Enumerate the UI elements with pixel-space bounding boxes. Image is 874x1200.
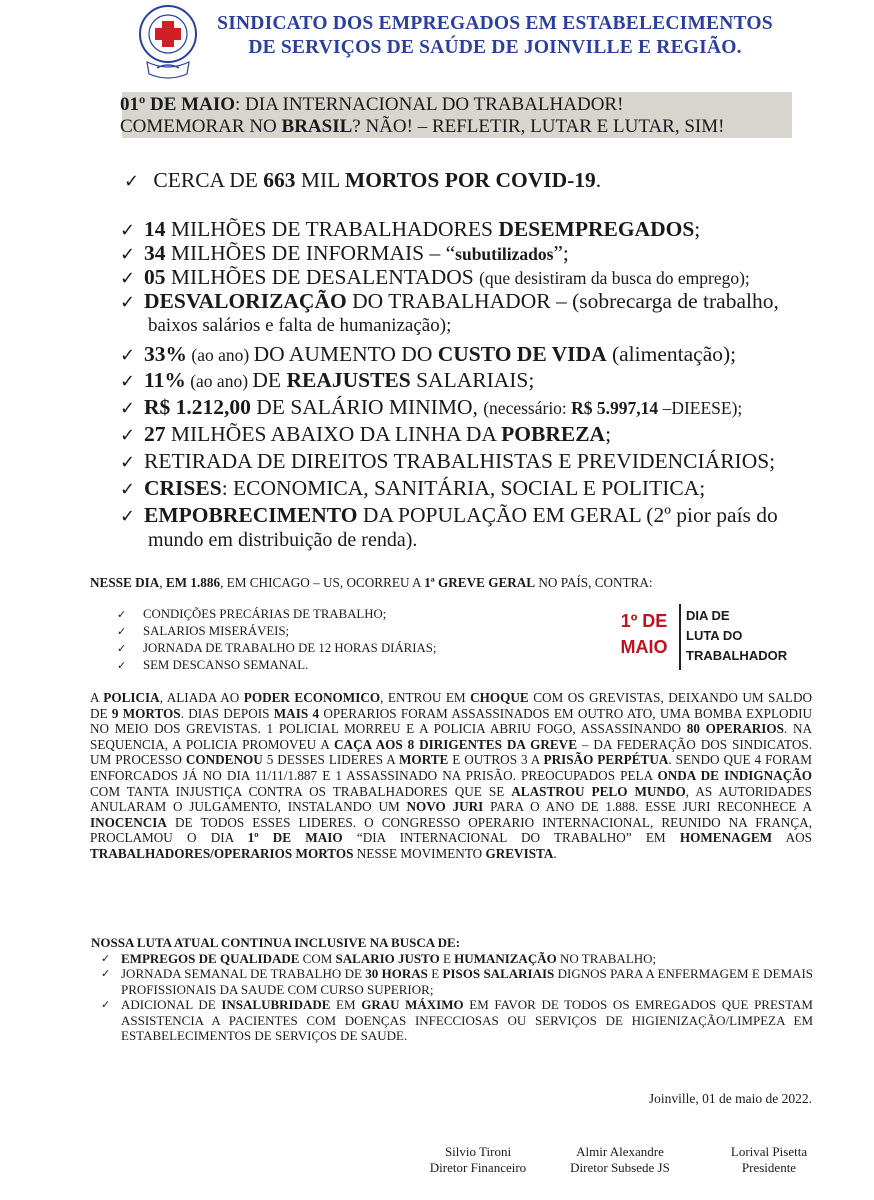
- item-text: ADICIONAL DE: [121, 997, 222, 1012]
- check-icon: ✓: [120, 479, 136, 500]
- signature-name: Lorival Pisetta: [730, 1144, 808, 1159]
- point-impoverishment: [120, 503, 778, 529]
- list-item: [117, 606, 436, 623]
- point-bold: POBREZA: [501, 422, 606, 446]
- list-item: [91, 951, 813, 967]
- badge-text-line1: DIA DE: [686, 608, 730, 623]
- point-end: ;: [694, 217, 701, 241]
- point-value: R$ 1.212,00: [144, 395, 251, 419]
- point-end: SALARIAIS;: [410, 368, 535, 392]
- body-text: , ALIADA AO: [159, 690, 244, 705]
- body-text: OPERARIOS FORAM ASSASSINADOS EM OUTRO ATO, UMA BOMBA EXPLODIU NO MEIO DOS GREVISTAS. 1 POLICIAL MORREU E A POLICIA ABRIU FOGO, ASSASSINANDO: [90, 705, 812, 737]
- point-source: –DIEESE);: [658, 398, 743, 418]
- covid-text: CERCA DE: [153, 168, 264, 192]
- union-name-line2: DE SERVIÇOS DE SAÚDE DE JOINVILLE E REGIÃO.: [248, 37, 742, 58]
- union-name-line1: SINDICATO DOS EMPREGADOS EM ESTABELECIMENTOS: [217, 13, 773, 34]
- item-text: EM FAVOR DE TODOS OS EMREGADOS QUE PRESTAM ASSISTENCIA A PACIENTES COM DOENÇAS INFECCIOSAS OU SERVIÇOS DE HIGIENIZAÇÃO/LIMPEZA EM ESTABELECIMENTOS DE SERVIÇOS DE SAUDE.: [121, 997, 813, 1043]
- point-text: : ECONOMICA, SANITÁRIA, SOCIAL E POLITICA;: [221, 476, 706, 500]
- body-text: COM OS GREVISTAS, DEIXANDO UM SALDO DE: [90, 690, 813, 721]
- point-value-2: R$ 5.997,14: [571, 398, 659, 418]
- place-and-date: Joinville, 01 de maio de 2022.: [648, 1091, 812, 1106]
- list-item: [117, 640, 436, 657]
- point-poverty: [120, 422, 611, 448]
- point-bold: DESVALORIZAÇÃO: [144, 289, 347, 313]
- badge-text-line2: LUTA DO: [686, 628, 743, 643]
- may-day-badge-text: [686, 606, 787, 666]
- item-bold: GRAU MÁXIMO: [361, 997, 464, 1012]
- covid-number: 663: [263, 168, 296, 192]
- body-bold: INOCENCIA: [90, 814, 167, 830]
- signature-role: Presidente: [741, 1160, 797, 1175]
- badge-date-line1: 1º DE: [620, 611, 668, 631]
- item-bold: 30 HORAS: [365, 966, 428, 981]
- point-text: RETIRADA DE DIREITOS TRABALHISTAS E PREVIDENCIÁRIOS;: [144, 449, 776, 473]
- signature-role: Diretor Subsede JS: [570, 1160, 670, 1175]
- body-text: 5 DESSES LIDERES A: [262, 752, 399, 768]
- point-value: 33%: [144, 342, 187, 366]
- point-note: (ao ano): [187, 345, 254, 365]
- covid-item: [124, 168, 601, 194]
- check-icon: ✓: [117, 608, 127, 621]
- point-cost-of-living: [120, 342, 736, 368]
- body-bold: TRABALHADORES/OPERARIOS MORTOS: [90, 845, 354, 861]
- body-text: , AS AUTORIDADES ANULARAM O JULGAMENTO, INSTALANDO UM: [90, 783, 812, 815]
- point-text: DE SALÁRIO MINIMO,: [250, 395, 484, 419]
- title-text-1: : DIA INTERNACIONAL DO TRABALHADOR!: [235, 94, 624, 115]
- signature-president: [714, 1144, 824, 1176]
- point-note: (ao ano): [185, 371, 253, 391]
- list-item: [117, 623, 436, 640]
- body-text: . DIAS DEPOIS: [180, 705, 274, 721]
- point-discouraged: [120, 265, 750, 291]
- check-icon: ✓: [124, 171, 140, 192]
- point-value: 05: [144, 265, 166, 289]
- struggle-heading: NOSSA LUTA ATUAL CONTINUA INCLUSIVE NA BUSCA DE:: [91, 935, 461, 950]
- point-minimum-wage: [120, 395, 742, 421]
- struggle-section: [91, 935, 813, 1044]
- item-bold: HUMANIZAÇÃO: [454, 950, 557, 966]
- point-bold: REAJUSTES: [286, 368, 411, 392]
- body-bold: CONDENOU: [185, 752, 263, 768]
- body-text: , ENTROU EM: [380, 690, 471, 705]
- point-value: 14: [144, 217, 166, 241]
- body-text: NESSE MOVIMENTO: [353, 845, 486, 861]
- body-text: .: [553, 845, 557, 861]
- point-bold: EMPOBRECIMENTO: [144, 503, 358, 527]
- may-day-badge-date: [612, 608, 676, 660]
- check-icon: ✓: [120, 425, 136, 446]
- point-value: 27: [144, 422, 166, 446]
- item-text: E: [427, 966, 443, 981]
- check-icon: ✓: [120, 506, 136, 527]
- body-text: DE TODOS ESSES LIDERES. O CONGRESSO OPERARIO INTERNACIONAL, REUNIDO NA FRANÇA, PROCLAMOU O DIA: [90, 814, 812, 846]
- point-bold: CUSTO DE VIDA: [437, 342, 607, 366]
- point-text: DO AUMENTO DO: [253, 342, 438, 366]
- body-bold: PODER ECONOMICO: [243, 690, 381, 705]
- point-devaluation-cont: baixos salários e falta de humanização);: [148, 315, 452, 336]
- point-text: MILHÕES DE INFORMAIS – “: [165, 241, 456, 265]
- item-text: JORNADA SEMANAL DE TRABALHO DE: [121, 966, 366, 981]
- badge-text-line3: TRABALHADOR: [686, 648, 788, 663]
- history-text-2: , EM CHICAGO – US, OCORREU A: [220, 575, 425, 590]
- history-intro: [90, 575, 653, 591]
- list-item: [91, 997, 813, 1044]
- check-icon: ✓: [120, 345, 136, 366]
- point-end: ”;: [553, 241, 569, 265]
- check-icon: ✓: [101, 967, 111, 980]
- point-text: DE: [252, 368, 287, 392]
- body-bold: 9 MORTOS: [111, 705, 181, 721]
- list-item: [117, 657, 436, 674]
- title-text-2: COMEMORAR NO: [120, 116, 282, 137]
- history-bold: NESSE DIA: [90, 575, 160, 590]
- point-end: ;: [605, 422, 612, 446]
- point-note: (que desistiram da busca do emprego);: [479, 268, 750, 288]
- title-date: 01º DE MAIO: [120, 94, 235, 115]
- point-informal: [120, 241, 569, 267]
- body-bold: PRISÃO PERPÉTUA: [543, 752, 669, 768]
- signature-role: Diretor Financeiro: [429, 1160, 527, 1175]
- history-text-3: NO PAÍS, CONTRA:: [535, 575, 653, 590]
- condition-text: SEM DESCANSO SEMANAL.: [143, 658, 309, 672]
- conditions-list: [117, 606, 436, 674]
- body-bold: MORTE: [398, 752, 449, 768]
- title-line-1: [120, 94, 623, 116]
- body-bold: NOVO JURI: [406, 799, 484, 815]
- point-note: (sobrecarga de trabalho,: [572, 289, 779, 313]
- item-bold: INSALUBRIDADE: [221, 997, 331, 1012]
- condition-text: SALARIOS MISERÁVEIS;: [143, 624, 290, 638]
- point-bold: CRISES: [144, 476, 222, 500]
- signature-name: Almir Alexandre: [576, 1144, 664, 1159]
- body-text: A: [90, 690, 104, 705]
- history-strike: 1ª GREVE GERAL: [424, 575, 536, 590]
- badge-divider: [679, 604, 681, 670]
- condition-text: JORNADA DE TRABALHO DE 12 HORAS DIÁRIAS;: [143, 641, 437, 655]
- body-bold: 80 OPERARIOS: [686, 721, 784, 737]
- covid-end: .: [595, 168, 602, 192]
- history-text: ,: [159, 575, 166, 590]
- check-icon: ✓: [120, 220, 136, 241]
- condition-text: CONDIÇÕES PRECÁRIAS DE TRABALHO;: [143, 607, 387, 621]
- signature-financial: [418, 1144, 538, 1176]
- point-text: MILHÕES ABAIXO DA LINHA DA: [165, 422, 502, 446]
- body-text: . SENDO QUE 4 FORAM ENFORCADOS JÁ NO DIA 11/11/1.887 E 1 ASSASSINADO NA PRISÃO. PREOCUPADOS PELA: [90, 752, 812, 783]
- check-icon: ✓: [120, 371, 136, 392]
- check-icon: ✓: [101, 998, 111, 1011]
- body-bold: GREVISTA: [485, 845, 554, 861]
- point-impoverishment-cont: mundo em distribuição de renda).: [148, 529, 418, 551]
- point-value: 11%: [144, 368, 186, 392]
- title-line-2: [120, 116, 724, 138]
- check-icon: ✓: [101, 951, 111, 965]
- body-text: E OUTROS 3 A: [448, 752, 544, 768]
- union-name: [205, 12, 785, 60]
- badge-date-line2: MAIO: [620, 637, 668, 657]
- item-text: COM: [299, 950, 336, 966]
- body-bold: POLICIA: [103, 690, 160, 705]
- check-icon: ✓: [117, 625, 127, 638]
- point-rights: [120, 449, 775, 475]
- point-text: MILHÕES DE DESALENTADOS: [165, 265, 480, 289]
- point-crises: [120, 476, 705, 502]
- body-bold: 1º DE MAIO: [247, 830, 343, 846]
- point-bold: DESEMPREGADOS: [498, 217, 695, 241]
- point-text: DO TRABALHADOR –: [346, 289, 573, 313]
- check-icon: ✓: [117, 642, 127, 655]
- title-text-3: ? NÃO! – REFLETIR, LUTAR E LUTAR, SIM!: [352, 116, 725, 137]
- body-bold: MAIS 4: [273, 705, 320, 721]
- point-bold: subutilizados: [455, 244, 554, 264]
- history-year: EM 1.886: [165, 575, 221, 590]
- check-icon: ✓: [120, 244, 136, 265]
- point-unemployed: [120, 217, 700, 243]
- body-bold: HOMENAGEM: [679, 830, 773, 846]
- body-text: AOS: [772, 830, 812, 846]
- item-bold: SALARIO JUSTO: [335, 950, 440, 966]
- check-icon: ✓: [120, 452, 136, 473]
- point-text: MILHÕES DE TRABALHADORES: [165, 217, 499, 241]
- point-value: 34: [144, 241, 166, 265]
- item-text: NO TRABALHO;: [556, 950, 657, 966]
- item-text: E: [439, 950, 455, 966]
- check-icon: ✓: [120, 292, 136, 313]
- signature-name: Silvio Tironi: [444, 1144, 512, 1159]
- point-devaluation: [120, 289, 779, 315]
- point-end: (alimentação);: [606, 342, 737, 366]
- body-text: . NA SEQUENCIA, A POLICIA PROMOVEU A: [90, 721, 812, 752]
- check-icon: ✓: [120, 398, 136, 419]
- body-bold: CAÇA AOS 8 DIRIGENTES DA GREVE: [334, 736, 577, 752]
- history-paragraph: [90, 690, 812, 862]
- body-text: – DA FEDERAÇÃO DOS SINDICATOS. UM PROCESSO: [90, 736, 812, 768]
- covid-bold: MORTOS POR COVID-19: [344, 168, 596, 192]
- body-text: “DIA INTERNACIONAL DO TRABALHO” EM: [342, 830, 680, 846]
- body-bold: ALASTROU PELO MUNDO: [511, 783, 686, 799]
- title-country: BRASIL: [281, 116, 353, 137]
- item-bold: EMPREGOS DE QUALIDADE: [121, 950, 300, 966]
- point-raises: [120, 368, 534, 394]
- body-bold: CHOQUE: [470, 690, 529, 705]
- check-icon: ✓: [120, 268, 136, 289]
- item-text: DIGNOS PARA A ENFERMAGEM E DEMAIS PROFISSIONAIS DA SAUDE COM CURSO SUPERIOR;: [121, 966, 813, 997]
- point-text: DA POPULAÇÃO EM GERAL (2º pior país do: [357, 503, 778, 527]
- body-text: COM TANTA INJUSTIÇA CONTRA OS TRABALHADORES QUE SE: [90, 783, 512, 799]
- body-bold: ONDA DE INDIGNAÇÃO: [657, 767, 812, 783]
- list-item: [91, 966, 813, 997]
- item-bold: PISOS SALARIAIS: [442, 966, 555, 981]
- body-text: PARA O ANO DE 1.888. ESSE JURI RECONHECE A: [483, 799, 812, 815]
- point-note: (necessário:: [483, 398, 572, 418]
- covid-text-2: MIL: [295, 168, 345, 192]
- union-logo: [133, 4, 203, 84]
- check-icon: ✓: [117, 659, 127, 672]
- signature-subsede: [558, 1144, 682, 1176]
- item-text: EM: [330, 997, 362, 1012]
